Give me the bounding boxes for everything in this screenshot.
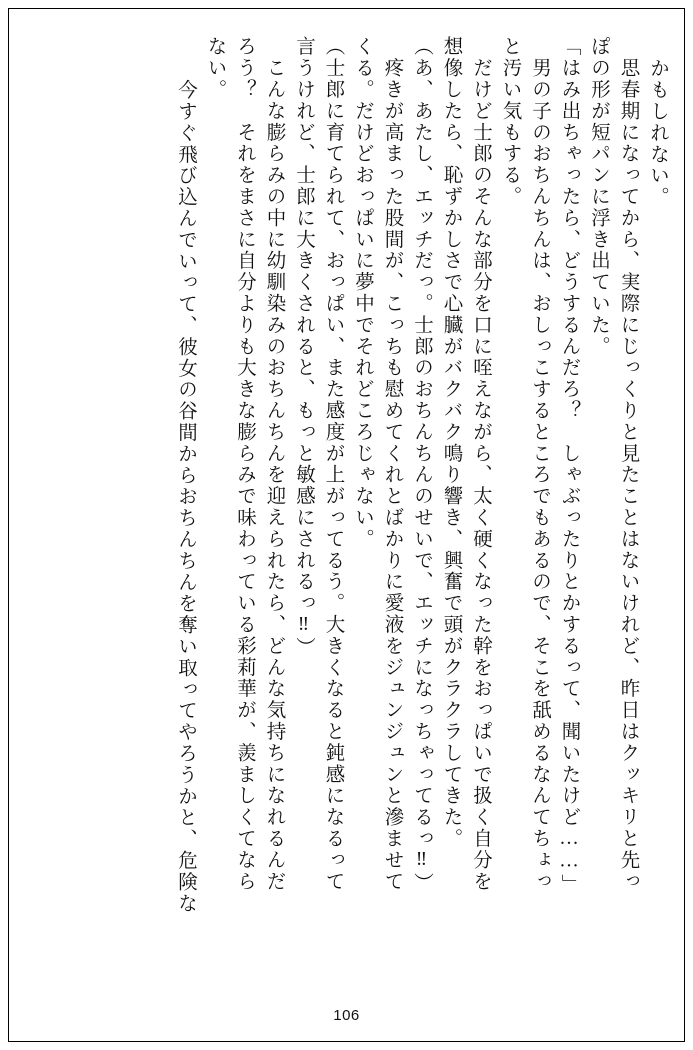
vertical-text-body <box>26 36 667 976</box>
text-line: 今すぐ飛び込んでいって、彼女の谷間からおちんちんを奪い取ってやろうかと、危険な <box>175 58 196 914</box>
text-line: （士郎に育てられて、おっぱい、また感度が上がってるう。大きくなると鈍感になるって <box>322 36 344 892</box>
text-line: 言うけれど、士郎に大きくされると、もっと敏感にされるっ‼） <box>293 36 314 659</box>
text-line: 男の子のおちんちんは、おしっこするところでもあるので、そこを舐めるなんてちょっ <box>529 36 550 892</box>
text-line: ない。 <box>204 36 226 101</box>
text-line: （あ、あたし、エッチだっ。士郎のおちんちんのせいで、エッチになっちゃってるっ‼） <box>411 36 432 894</box>
text-line: ぽの形が短パンに浮き出ていた。 <box>588 36 609 357</box>
page-number: 106 <box>333 1007 360 1024</box>
text-line: くる。だけどおっぱいに夢中でそれどころじゃない。 <box>352 36 373 550</box>
text-line: かもしれない。 <box>647 58 668 208</box>
text-line: 想像したら、恥ずかしさで心臓がバクバク鳴り響き、興奮で頭がクラクラしてきた。 <box>440 36 462 850</box>
text-line: 疼きが高まった股間が、こっちも慰めてくれとばかりに愛液をジュンジュンと滲ませて <box>381 36 403 892</box>
text-line: こんな膨らみの中に幼馴染みのおちんちんを迎えられたら、どんな気持ちになれるんだ <box>263 36 285 892</box>
text-line: ろう？ それをまさに自分よりも大きな膨らみで味わっている彩莉華が、羨ましくてなら <box>234 36 255 892</box>
text-line: 「はみ出ちゃったら、どうするんだろ？ しゃぶったりとかするって、聞いたけど……」 <box>558 36 580 895</box>
text-line: だけど士郎のそんな部分を口に咥えながら、太く硬くなった幹をおっぱいで扱く自分を <box>470 36 491 892</box>
text-line: 思春期になってから、実際にじっくりと見たことはないけれど、昨日はクッキリと先っ <box>617 36 639 892</box>
text-line: と汚い気もする。 <box>499 36 521 208</box>
